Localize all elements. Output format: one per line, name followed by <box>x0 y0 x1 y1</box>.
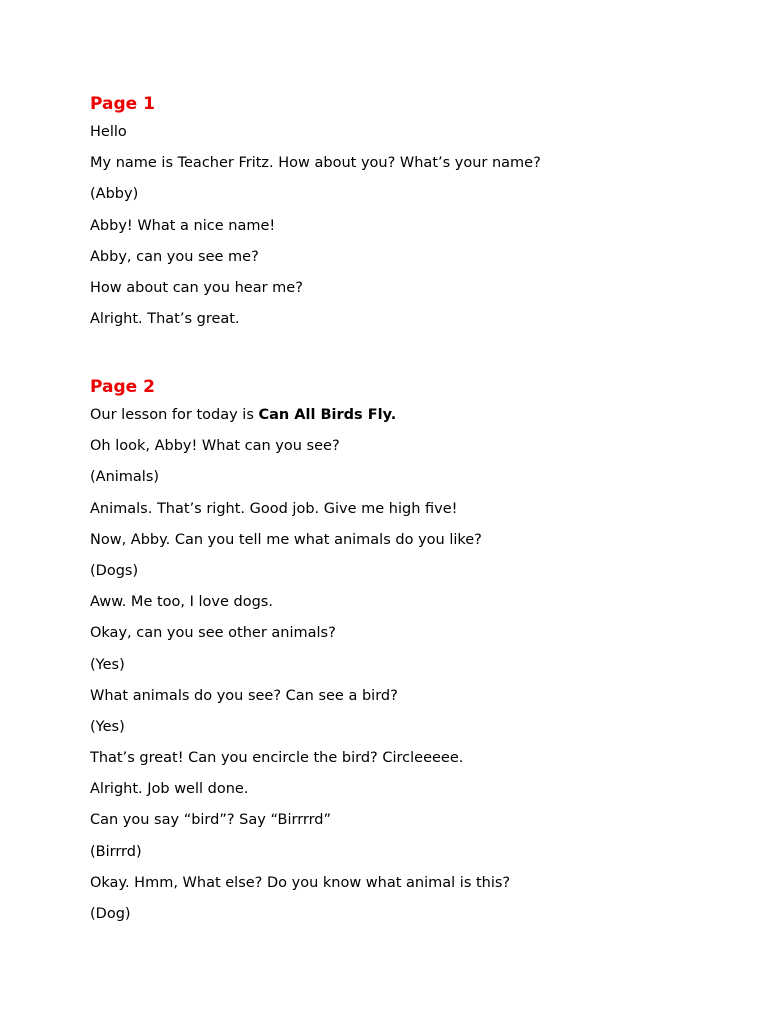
section-page-1 <box>90 92 730 335</box>
dialogue-line: (Animals) <box>90 469 160 486</box>
dialogue-line: (Dogs) <box>90 562 139 579</box>
dialogue-line: Abby, can you see me? <box>90 248 259 265</box>
dialogue-line: That’s great! Can you encircle the bird? Circleeeee. <box>90 750 464 767</box>
dialogue-line: Alright. That’s great. <box>90 311 240 328</box>
document-body <box>90 92 730 922</box>
dialogue-line: (Yes) <box>90 718 125 735</box>
dialogue-line: How about can you hear me? <box>90 279 303 296</box>
lesson-intro-text: Our lesson for today is <box>90 407 259 423</box>
dialogue-line: Hello <box>90 124 127 140</box>
dialogue-line: Animals. That’s right. Good job. Give me high five! <box>90 500 458 517</box>
page-2-heading: Page 2 <box>90 377 155 397</box>
lesson-intro-line <box>90 400 510 431</box>
dialogue-line: Oh look, Abby! What can you see? <box>90 438 340 455</box>
dialogue-line: My name is Teacher Fritz. How about you? What’s your name? <box>90 155 541 172</box>
dialogue-line: (Abby) <box>90 186 139 203</box>
dialogue-line: (Dog) <box>90 906 131 922</box>
dialogue-line: Okay. Hmm, What else? Do you know what animal is this? <box>90 874 511 891</box>
dialogue-line: (Yes) <box>90 656 125 673</box>
dialogue-line: Okay, can you see other animals? <box>90 625 336 642</box>
dialogue-line: (Birrrd) <box>90 843 142 860</box>
page-1-heading: Page 1 <box>90 94 155 114</box>
section-page-2 <box>90 375 510 930</box>
dialogue-line: Abby! What a nice name! <box>90 217 276 234</box>
dialogue-line: What animals do you see? Can see a bird? <box>90 687 398 704</box>
dialogue-line: Aww. Me too, I love dogs. <box>90 594 273 611</box>
dialogue-line: Can you say “bird”? Say “Birrrrd” <box>90 812 332 829</box>
lesson-title: Can All Birds Fly. <box>258 407 397 423</box>
dialogue-line: Alright. Job well done. <box>90 781 249 798</box>
dialogue-line: Now, Abby. Can you tell me what animals do you like? <box>90 531 482 548</box>
